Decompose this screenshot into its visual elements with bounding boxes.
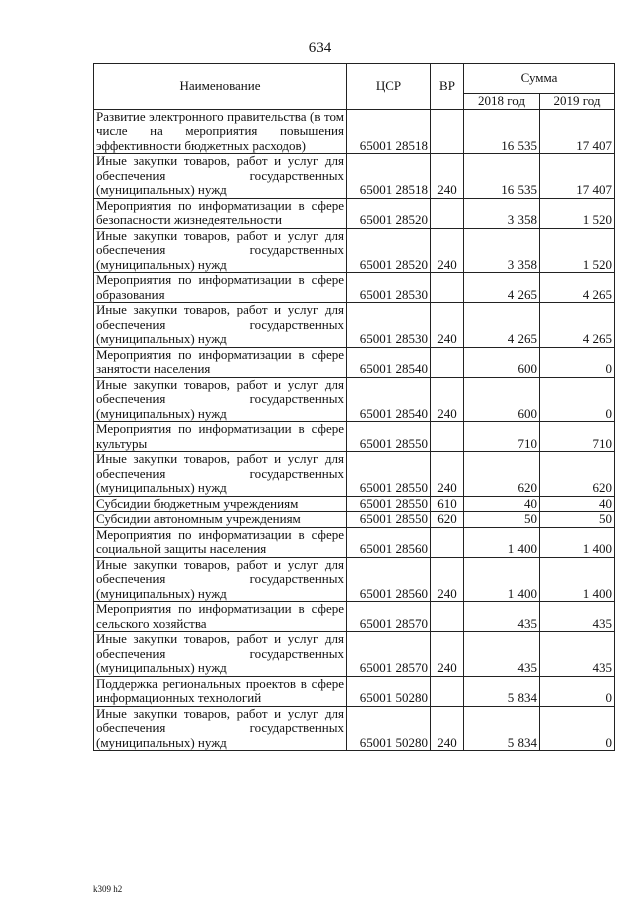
- row-vr-code: [431, 347, 464, 377]
- row-csr-code: 65001 28550: [347, 422, 431, 452]
- row-csr-code: 65001 28520: [347, 228, 431, 273]
- row-name: Иные закупки товаров, работ и услуг для обеспечения государственных (муниципальных) нужд: [94, 557, 347, 602]
- row-csr-code: 65001 28550: [347, 452, 431, 497]
- row-sum-2018: 16 535: [464, 154, 540, 199]
- row-sum-2019: 50: [540, 512, 615, 528]
- row-sum-2018: 16 535: [464, 109, 540, 154]
- row-name: Субсидии автономным учреждениям: [94, 512, 347, 528]
- row-sum-2018: 710: [464, 422, 540, 452]
- row-csr-code: 65001 28570: [347, 632, 431, 677]
- row-sum-2018: 40: [464, 496, 540, 512]
- row-vr-code: 240: [431, 303, 464, 348]
- row-sum-2019: 4 265: [540, 303, 615, 348]
- row-sum-2019: 1 520: [540, 198, 615, 228]
- row-name: Иные закупки товаров, работ и услуг для обеспечения государственных (муниципальных) нужд: [94, 377, 347, 422]
- row-sum-2018: 50: [464, 512, 540, 528]
- row-vr-code: 240: [431, 228, 464, 273]
- budget-table: [93, 63, 615, 751]
- row-sum-2019: 1 400: [540, 557, 615, 602]
- row-csr-code: 65001 28530: [347, 273, 431, 303]
- row-vr-code: 240: [431, 377, 464, 422]
- table-row: [94, 512, 615, 528]
- row-sum-2019: 0: [540, 377, 615, 422]
- row-sum-2018: 435: [464, 632, 540, 677]
- row-csr-code: 65001 28550: [347, 512, 431, 528]
- row-vr-code: [431, 527, 464, 557]
- row-csr-code: 65001 28520: [347, 198, 431, 228]
- row-vr-code: [431, 602, 464, 632]
- row-sum-2019: 1 400: [540, 527, 615, 557]
- row-csr-code: 65001 28550: [347, 496, 431, 512]
- row-name: Мероприятия по информатизации в сфере безопасности жизнедеятельности: [94, 198, 347, 228]
- row-sum-2018: 4 265: [464, 303, 540, 348]
- table-row: [94, 632, 615, 677]
- row-sum-2018: 600: [464, 377, 540, 422]
- row-sum-2018: 435: [464, 602, 540, 632]
- row-csr-code: 65001 50280: [347, 676, 431, 706]
- table-row: [94, 602, 615, 632]
- row-sum-2019: 4 265: [540, 273, 615, 303]
- row-vr-code: 620: [431, 512, 464, 528]
- row-name: Развитие электронного правительства (в том числе на мероприятия повышения эффективности бюджетных расходов): [94, 109, 347, 154]
- row-sum-2018: 4 265: [464, 273, 540, 303]
- table-row: [94, 303, 615, 348]
- row-sum-2018: 5 834: [464, 706, 540, 751]
- row-name: Иные закупки товаров, работ и услуг для обеспечения государственных (муниципальных) нужд: [94, 154, 347, 199]
- row-name: Иные закупки товаров, работ и услуг для обеспечения государственных (муниципальных) нужд: [94, 303, 347, 348]
- row-vr-code: 240: [431, 706, 464, 751]
- row-vr-code: 610: [431, 496, 464, 512]
- row-sum-2018: 600: [464, 347, 540, 377]
- row-vr-code: 240: [431, 452, 464, 497]
- footer-code: k309 h2: [93, 884, 123, 894]
- row-vr-code: [431, 273, 464, 303]
- table-row: [94, 422, 615, 452]
- row-name: Иные закупки товаров, работ и услуг для обеспечения государственных (муниципальных) нужд: [94, 632, 347, 677]
- row-name: Иные закупки товаров, работ и услуг для обеспечения государственных (муниципальных) нужд: [94, 228, 347, 273]
- row-csr-code: 65001 28540: [347, 377, 431, 422]
- table-row: [94, 273, 615, 303]
- row-name: Иные закупки товаров, работ и услуг для обеспечения государственных (муниципальных) нужд: [94, 452, 347, 497]
- row-sum-2019: 620: [540, 452, 615, 497]
- header-vr: ВР: [431, 64, 464, 110]
- row-sum-2019: 40: [540, 496, 615, 512]
- row-vr-code: 240: [431, 557, 464, 602]
- table-row: [94, 347, 615, 377]
- table-body: [94, 109, 615, 751]
- row-vr-code: 240: [431, 154, 464, 199]
- row-vr-code: [431, 676, 464, 706]
- table-row: [94, 557, 615, 602]
- row-vr-code: [431, 109, 464, 154]
- row-name: Мероприятия по информатизации в сфере социальной защиты населения: [94, 527, 347, 557]
- row-sum-2018: 5 834: [464, 676, 540, 706]
- row-sum-2019: 0: [540, 676, 615, 706]
- row-sum-2018: 1 400: [464, 527, 540, 557]
- header-sum: Сумма: [464, 64, 615, 94]
- row-sum-2018: 1 400: [464, 557, 540, 602]
- header-name: Наименование: [94, 64, 347, 110]
- row-sum-2019: 435: [540, 602, 615, 632]
- row-sum-2018: 3 358: [464, 228, 540, 273]
- row-csr-code: 65001 28560: [347, 527, 431, 557]
- row-csr-code: 65001 28530: [347, 303, 431, 348]
- table-row: [94, 377, 615, 422]
- row-sum-2019: 0: [540, 706, 615, 751]
- table-row: [94, 154, 615, 199]
- table-row: [94, 198, 615, 228]
- table-row: [94, 676, 615, 706]
- row-csr-code: 65001 50280: [347, 706, 431, 751]
- row-csr-code: 65001 28560: [347, 557, 431, 602]
- row-csr-code: 65001 28540: [347, 347, 431, 377]
- row-name: Поддержка региональных проектов в сфере информационных технологий: [94, 676, 347, 706]
- row-name: Мероприятия по информатизации в сфере сельского хозяйства: [94, 602, 347, 632]
- header-year-2019: 2019 год: [540, 94, 615, 110]
- table-row: [94, 452, 615, 497]
- row-name: Субсидии бюджетным учреждениям: [94, 496, 347, 512]
- row-name: Мероприятия по информатизации в сфере культуры: [94, 422, 347, 452]
- table-row: [94, 706, 615, 751]
- table-row: [94, 496, 615, 512]
- row-sum-2019: 435: [540, 632, 615, 677]
- row-csr-code: 65001 28518: [347, 154, 431, 199]
- header-csr: ЦСР: [347, 64, 431, 110]
- row-csr-code: 65001 28518: [347, 109, 431, 154]
- row-sum-2019: 1 520: [540, 228, 615, 273]
- table-row: [94, 228, 615, 273]
- row-name: Мероприятия по информатизации в сфере занятости населения: [94, 347, 347, 377]
- row-vr-code: [431, 422, 464, 452]
- row-sum-2019: 710: [540, 422, 615, 452]
- table-row: [94, 109, 615, 154]
- page-number: 634: [308, 40, 332, 56]
- row-csr-code: 65001 28570: [347, 602, 431, 632]
- row-name: Иные закупки товаров, работ и услуг для обеспечения государственных (муниципальных) нужд: [94, 706, 347, 751]
- row-sum-2018: 620: [464, 452, 540, 497]
- table-row: [94, 527, 615, 557]
- row-sum-2019: 17 407: [540, 109, 615, 154]
- row-sum-2019: 17 407: [540, 154, 615, 199]
- header-year-2018: 2018 год: [464, 94, 540, 110]
- row-name: Мероприятия по информатизации в сфере образования: [94, 273, 347, 303]
- row-sum-2018: 3 358: [464, 198, 540, 228]
- row-vr-code: [431, 198, 464, 228]
- row-vr-code: 240: [431, 632, 464, 677]
- row-sum-2019: 0: [540, 347, 615, 377]
